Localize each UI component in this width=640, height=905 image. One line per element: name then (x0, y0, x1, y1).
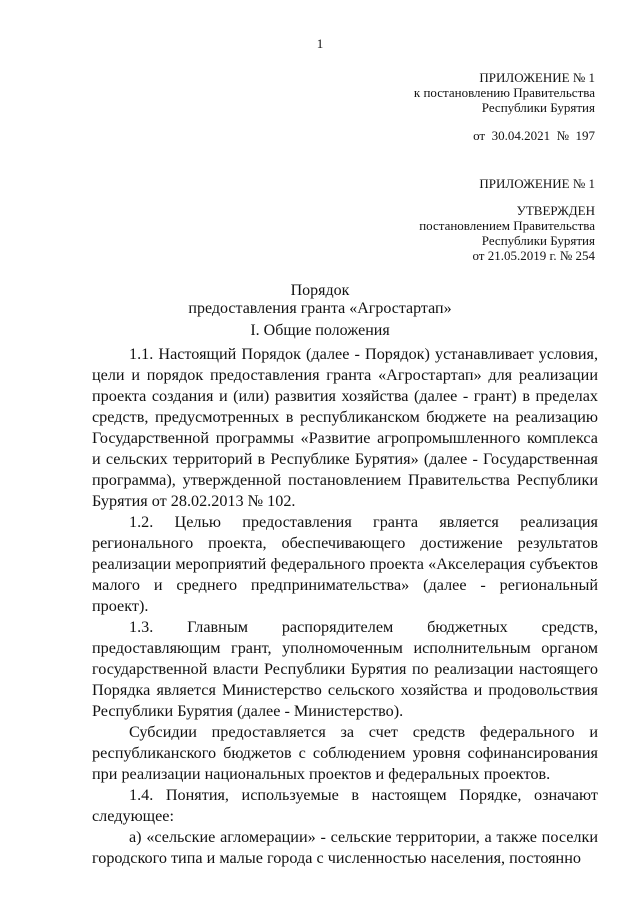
paragraph-1-4: 1.4. Понятия, используемые в настоящем Порядке, означают следующее: (92, 786, 598, 825)
approved-block (419, 203, 595, 263)
appendix-to-resolution: к постановлению Правительства (413, 85, 595, 100)
page-number: 1 (316, 36, 324, 51)
document-title: Порядок (290, 282, 350, 299)
paragraph-a: а) «сельские агломерации» - сельские территории, а также поселки городского типа и малые города с численностью населения, постоянно (92, 828, 598, 867)
appendix-header (414, 70, 595, 115)
document-body (92, 344, 598, 869)
document-subtitle: предоставления гранта «Агростартап» (188, 300, 452, 317)
appendix-label-2: ПРИЛОЖЕНИЕ № 1 (479, 176, 595, 191)
paragraph-1-1: 1.1. Настоящий Порядок (далее - Порядок) устанавливает условия, цели и порядок предоставления гранта «Агростартап» для реализации проекта создания и (или) развития хозяйства (далее - грант) в пределах средств, предусмотренных в республиканском бюджете на реализацию Государственной программы «Развитие агропромышленного комплекса и сельских территорий в Республике Бурятия» (далее - Государственная программа), утвержденной постановлением Правительства Республики Бурятия от 28.02.2013 № 102. (92, 345, 598, 510)
resolution-date-number: от 30.04.2021 № 197 (473, 128, 595, 143)
approved-date: от 21.05.2019 г. № 254 (472, 248, 595, 263)
approved-label: УТВЕРЖДЕН (516, 203, 595, 218)
appendix-label: ПРИЛОЖЕНИЕ № 1 (479, 70, 595, 85)
paragraph-1-2: 1.2. Целью предоставления гранта является реализация регионального проекта, обеспечивающего достижение результатов реализации мероприятий федерального проекта «Акселерация субъектов малого и среднего предпринимательства» (далее - региональный проект). (92, 513, 598, 615)
section-heading: I. Общие положения (250, 322, 390, 339)
approved-republic: Республики Бурятия (481, 233, 595, 248)
paragraph-subsidies: Субсидии предоставляется за счет средств федерального и республиканского бюджетов с соблюдением уровня софинансирования при реализации национальных проектов и федеральных проектов. (92, 723, 598, 783)
paragraph-1-3: 1.3. Главным распорядителем бюджетных средств, предоставляющим грант, уполномоченным исполнительным органом государственной власти Республики Бурятия по реализации настоящего Порядка является Министерство сельского хозяйства и продовольствия Республики Бурятия (далее - Министерство). (92, 618, 598, 720)
appendix-republic: Республики Бурятия (481, 100, 595, 115)
approved-by: постановлением Правительства (419, 218, 595, 233)
